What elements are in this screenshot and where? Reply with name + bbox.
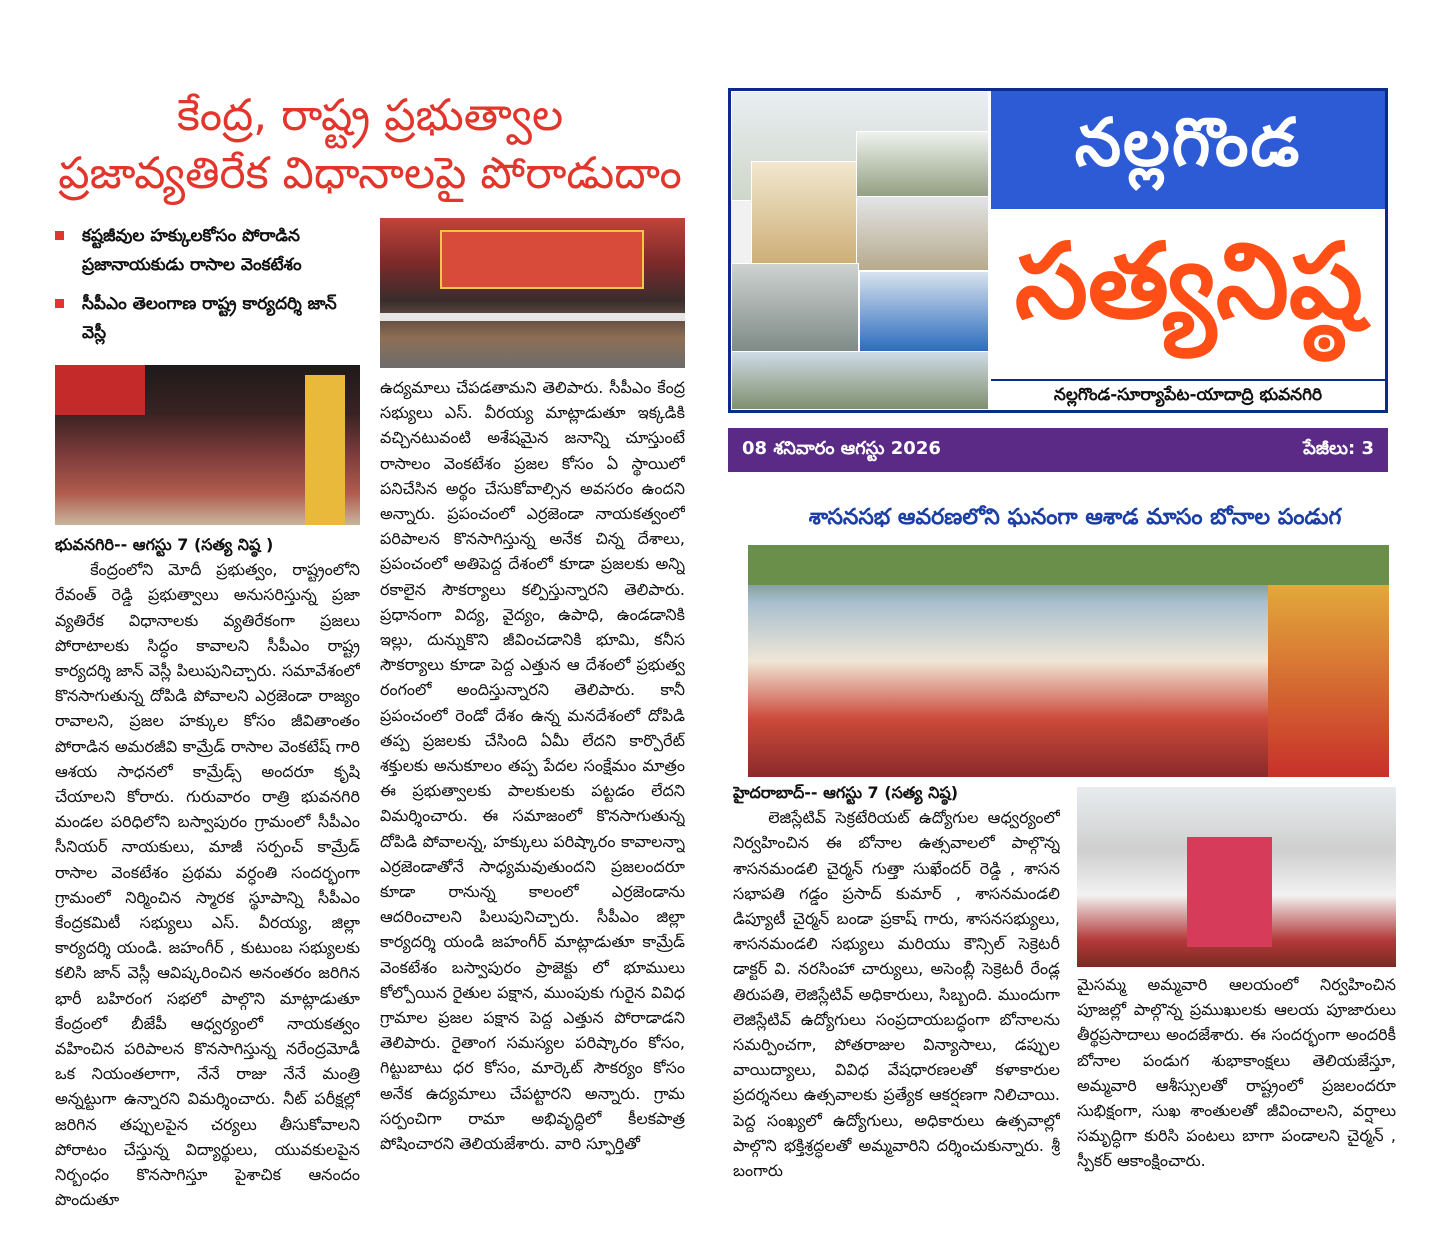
temple-puja-photo [1077,787,1396,967]
story2-column-2 [1077,972,1396,1202]
story1-paragraph: కేంద్రంలోని మోదీ ప్రభుత్వం, రాష్ట్రంలోని రేవంత్ రెడ్డి ప్రభుత్వాలు అనుసరిస్తున్న ప్రజా వ్యతిరేక విధానాలకు వ్యతిరేకంగా ప్రజలు పోరాటాలకు సిద్ధం కావాలని సీపీఎం రాష్ట్ర కార్యదర్శి జాన్ వెస్లీ పిలుపునిచ్చారు. సమావేశంలో కొనసాగుతున్న దోపిడి పోవాలని ఎర్రజెండా రాజ్యం రావాలని, ప్రజల హక్కుల కోసం జీవితాంతం పోరాడిన అమరజీవి కామ్రేడ్ రాసాల వెంకటేష్ గారి ఆశయ సాధనలో కామ్రేడ్స్ అందరూ కృషి చేయాలని కోరారు. గురువారం రాత్రి భువనగిరి మండల పరిధిలోని బస్వాపురం గ్రామంలో సీపీఎం సీనియర్ నాయకులు, మాజీ సర్పంచ్ కామ్రేడ్ రాసాల వెంకటేశం ప్రథమ వర్ధంతి సందర్భంగా గ్రామంలో నిర్మించిన స్మారక స్థూపాన్ని సీపీఎం కేంద్రకమిటీ సభ్యులు ఎస్. వీరయ్య, జిల్లా కార్యదర్శి యండి. జహంగీర్ , కుటుంబ సభ్యులకు కలిసి జాన్ వెస్లీ ఆవిష్కరించిన అనంతరం జరిగిన భారీ బహిరంగ సభలో పాల్గొని మాట్లాడుతూ కేంద్రంలో బీజేపీ ఆధ్వర్యంలో నాయకత్వం వహించిన పరిపాలన కొనసాగిస్తున్న నరేంద్రమోడీ ఒక నియంతలాగా, నేనే రాజు నేనే మంత్రి అన్నట్టుగా ఉన్నారని విమర్శించారు. నీట్ పరీక్షల్లో జరిగిన తప్పులపైన చర్యలు తీసుకోవాలని పోరాటం చేస్తున్న విద్యార్థులు, యువకులపైన నిర్బంధం కొనసాగిస్తూ పైశాచిక ఆనందం పొందుతూ [55,560,360,1210]
headline-line-1: కేంద్ర, రాష్ట్ర ప్రభుత్వాల [176,90,564,141]
issue-info-bar [728,428,1388,472]
masthead-name-top: నల్లగొండ [991,91,1385,209]
landmark-collage-image [731,91,989,410]
story2-title: శాసనసభ ఆవరణలోని ఘనంగా ఆశాడ మాసం బోనాల పండుగ [808,505,1342,530]
headline-line-2: ప్రజావ్యతిరేక విధానాలపై పోరాడుదాం [58,148,682,199]
masthead-name-main: సత్యనిష్ఠ [1014,220,1364,342]
bullet-square-icon [55,231,64,240]
bullet-item [55,222,365,280]
masthead [728,88,1388,413]
story2-paragraph-continued: మైసమ్మ అమ్మవారి ఆలయంలో నిర్వహించిన పూజల్లో పాల్గొన్న ప్రముఖులకు ఆలయ పూజారులు తీర్థప్రసాదాలు అందజేశారు. ఈ సందర్భంగా అందరికీ బోనాల పండుగ శుభాకాంక్షలు తెలియజేస్తూ, అమ్మవారి ఆశీస్సులతో రాష్ట్రంలో ప్రజలందరూ సుభిక్షంగా, సుఖ శాంతులతో జీవించాలని, వర్షాలు సమృద్ధిగా కురిసి పంటలు బాగా పండాలని చైర్మన్ , స్పీకర్ ఆకాంక్షించారు. [1077,975,1396,1171]
story1-paragraph-continued: ఉద్యమాలు చేపడతామని తెలిపారు. సీపీఎం కేంద్ర సభ్యులు ఎస్. వీరయ్య మాట్లాడుతూ ఇక్కడికి వచ్చినటువంటి అశేషమైన జనాన్ని చూస్తుంటే రాసాలం వెంకటేశం ప్రజల కోసం ఏ స్థాయిలో పనిచేసిన అర్థం చేసుకోవాల్సిన అవసరం ఉందని అన్నారు. ప్రపంచంలో ఎర్రజెండా నాయకత్వంలో పరిపాలన కొనసాగిస్తున్న అనేక చిన్న దేశాలు, ప్రపంచంలో అతిపెద్ద దేశంలో కూడా ప్రజలకు అన్ని రకాలైన సౌకర్యాలు కల్పిస్తున్నారని తెలిపారు. ప్రధానంగా విద్య, వైద్యం, ఉపాధి, ఉండడానికి ఇల్లు, దున్నుకొని జీవించడానికి భూమి, కనీస సౌకర్యాలు కూడా పెద్ద ఎత్తున ఆ దేశంలో ప్రభుత్వ రంగంలో అందిస్తున్నారని తెలిపారు. కానీ ప్రపంచంలో రెండో దేశం ఉన్న మనదేశంలో దోపిడి తప్ప ప్రజలకు చేసింది ఏమీ లేదని కార్పొరేట్ శక్తులకు అనుకూలం తప్ప పేదల సంక్షేమం మాత్రం ఈ ప్రభుత్వాలకు పాలకులకు పట్టడం లేదని విమర్శించారు. ఈ సమాజంలో కొనసాగుతున్న దోపిడి పోవాలన్న, హక్కులు పరిష్కారం కావాలన్నా ఎర్రజెండాతోనే సాధ్యమవుతుందని ప్రజలందరూ కూడా రానున్న కాలంలో ఎర్రజెండాను ఆదరించాలని పిలుపునిచ్చారు. సీపీఎం జిల్లా కార్యదర్శి యండి జహంగీర్ మాట్లాడుతూ కామ్రేడ్ వెంకటేశం బస్వాపురం ప్రాజెక్టు లో భూములు కోల్పోయిన రైతుల పక్షాన, ముంపుకు గురైన వివిధ గ్రామాల ప్రజల పక్షాన పెద్ద ఎత్తున పోరాడాడని తెలిపారు. రైతాంగ సమస్యల పరిష్కారం కోసం, గిట్టుబాటు ధర కోసం, మార్కెట్ సౌకర్యం కోసం అనేక ఉద్యమాలు చేపట్టారని అన్నారు. గ్రామ సర్పంచిగా రామా అభివృద్ధిలో కీలకపాత్ర పోషించారని తెలియజేశారు. వారి స్ఫూర్తితో [380,378,685,1154]
rally-stage-photo [380,218,685,368]
bullet-item [55,290,365,348]
bullet-text: సీపీఎం తెలంగాణ రాష్ట్ర కార్యదర్శి జాన్ వెస్లీ [82,293,337,343]
story2-column-1 [733,780,1060,1220]
issue-date: 08 శనివారం ఆగస్టు 2026 [742,437,941,459]
story1-column-2 [380,375,685,1247]
bullet-square-icon [55,299,64,308]
masthead-districts: నల్లగొండ-సూర్యాపేట-యాదాద్రి భువనగిరి [991,379,1385,412]
bullet-text: కష్టజీవుల హక్కులకోసం పోరాడిన ప్రజానాయకుడు రాసాల వెంకటేశం [82,226,302,275]
issue-page: పేజీలు: 3 [1303,437,1374,459]
memorial-crowd-photo [55,365,360,525]
bonalu-celebration-photo [748,545,1389,777]
story2-paragraph: లెజిస్లేటివ్ సెక్రటేరియట్ ఉద్యోగుల ఆధ్వర్యంలో నిర్వహించిన ఈ బోనాల ఉత్సవాలలో పాల్గొన్న శాసనమండలి చైర్మన్ గుత్తా సుఖేందర్ రెడ్డి , శాసన సభాపతి గడ్డం ప్రసాద్ కుమార్ , శాసనమండలి డిప్యూటీ చైర్మన్ బండా ప్రకాష్ గారు, శాసనసభ్యులు, శాసనమండలి సభ్యులు మరియు కౌన్సిల్ సెక్రెటరీ డాక్టర్ వి. నరసింహా చార్యులు, అసెంబ్లీ సెక్రెటరీ రేండ్ల తిరుపతి, లెజిస్లేటివ్ అధికారులు, సిబ్బంది. ముందుగా లెజిస్లేటివ్ ఉద్యోగులు సంప్రదాయబద్ధంగా బోనాలను సమర్పించగా, పోతరాజుల విన్యాసాలు, డప్పుల వాయిద్యాలు, వివిధ వేషధారణలతో కళాకారుల ప్రదర్శనలు ఉత్సవాలకు ప్రత్యేక ఆకర్షణగా నిలిచాయి. పెద్ద సంఖ్యలో ఉద్యోగులు, అధికారులు ఉత్సవాల్లో పాల్గొని భక్తిశ్రద్ధలతో అమ్మవారిని దర్శించుకున్నారు. శ్రీ బంగారు [733,808,1060,1181]
story2-dateline: హైదరాబాద్-- ఆగస్టు 7 (సత్య నిష్ఠ) [733,783,959,802]
story1-column-1 [55,532,360,1247]
subheading-bullets [55,222,365,358]
story1-dateline: భువనగిరి-- ఆగస్టు 7 (సత్య నిష్ఠ ) [55,535,274,554]
